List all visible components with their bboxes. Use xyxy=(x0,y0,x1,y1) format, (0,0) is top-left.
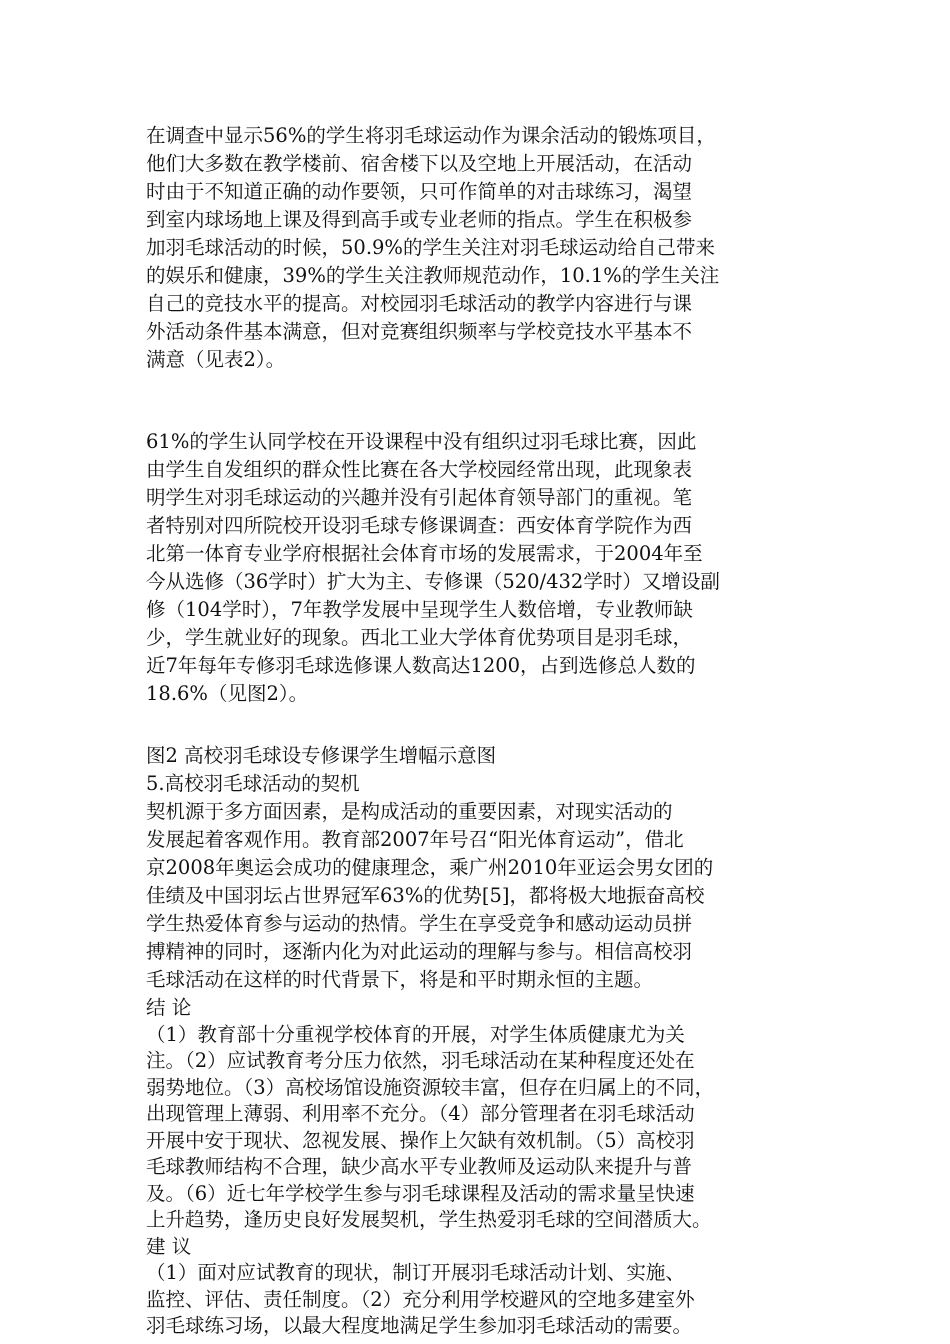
text-line: 今从选修（36学时）扩大为主、专修课（520/432学时）又增设副 xyxy=(146,570,720,593)
text-line: 毛球活动在这样的时代背景下，将是和平时期永恒的主题。 xyxy=(146,968,654,991)
text-line: 契机源于多方面因素，是构成活动的重要因素，对现实活动的 xyxy=(146,800,673,823)
text-line: 外活动条件基本满意，但对竞赛组织频率与学校竞技水平基本不 xyxy=(146,320,693,343)
text-line: 时由于不知道正确的动作要领，只可作简单的对击球练习，渴望 xyxy=(146,180,693,203)
text-line: 发展起着客观作用。教育部2007年号召“阳光体育运动”，借北 xyxy=(146,828,684,851)
text-line: 的娱乐和健康，39%的学生关注教师规范动作，10.1%的学生关注 xyxy=(146,264,720,287)
text-line: 18.6%（见图2）。 xyxy=(146,682,309,705)
text-line: 学生热爱体育参与运动的热情。学生在享受竞争和感动运动员拼 xyxy=(146,912,693,935)
text-line: 上升趋势，逢历史良好发展契机，学生热爱羽毛球的空间潜质大。 xyxy=(146,1208,712,1232)
text-line: 在调查中显示56%的学生将羽毛球运动作为课余活动的锻炼项目， xyxy=(146,124,716,147)
text-line: 者特别对四所院校开设羽毛球专修课调查：西安体育学院作为西 xyxy=(146,514,693,537)
text-line: 注。（2）应试教育考分压力依然，羽毛球活动在某种程度还处在 xyxy=(146,1049,695,1073)
text-line: （1）教育部十分重视学校体育的开展，对学生体质健康尤为关 xyxy=(146,1022,685,1046)
text-line: 他们大多数在教学楼前、宿舍楼下以及空地上开展活动，在活动 xyxy=(146,152,693,175)
text-line: 明学生对羽毛球运动的兴趣并没有引起体育领导部门的重视。笔 xyxy=(146,486,693,509)
text-line: 毛球教师结构不合理，缺少高水平专业教师及运动队来提升与普 xyxy=(146,1155,693,1179)
text-line: 羽毛球练习场，以最大程度地满足学生参加羽毛球活动的需要。 xyxy=(146,1314,693,1337)
text-line: 北第一体育专业学府根据社会体育市场的发展需求，于2004年至 xyxy=(146,542,703,565)
text-line: 搏精神的同时，逐渐内化为对此运动的理解与参与。相信高校羽 xyxy=(146,940,693,963)
text-line: 到室内球场地上课及得到高手或专业老师的指点。学生在积极参 xyxy=(146,208,693,231)
text-line: 由学生自发组织的群众性比赛在各大学校园经常出现，此现象表 xyxy=(146,458,693,481)
section-heading: 5.高校羽毛球活动的契机 xyxy=(146,772,360,795)
text-line: 监控、评估、责任制度。（2）充分利用学校避风的空地多建室外 xyxy=(146,1287,695,1311)
text-line: 61%的学生认同学校在开设课程中没有组织过羽毛球比赛，因此 xyxy=(146,430,697,453)
text-line: 加羽毛球活动的时候，50.9%的学生关注对羽毛球运动给自己带来 xyxy=(146,236,715,259)
suggestion-heading: 建 议 xyxy=(146,1234,192,1258)
text-line: 开展中安于现状、忽视发展、操作上欠缺有效机制。（5）高校羽 xyxy=(146,1128,695,1152)
text-line: 满意（见表2）。 xyxy=(146,348,286,371)
text-line: 及。（6）近七年学校学生参与羽毛球课程及活动的需求量呈快速 xyxy=(146,1181,695,1205)
text-line: 自己的竞技水平的提高。对校园羽毛球活动的教学内容进行与课 xyxy=(146,292,693,315)
text-line: 佳绩及中国羽坛占世界冠军63%的优势[5]，都将极大地振奋高校 xyxy=(146,884,705,907)
figure-caption: 图2 高校羽毛球设专修课学生增幅示意图 xyxy=(146,744,497,767)
text-line: 近7年每年专修羽毛球选修课人数高达1200，占到选修总人数的 xyxy=(146,654,696,677)
text-line: 修（104学时），7年教学发展中呈现学生人数倍增，专业教师缺 xyxy=(146,598,693,621)
text-line: （1）面对应试教育的现状，制订开展羽毛球活动计划、实施、 xyxy=(146,1261,685,1285)
text-line: 弱势地位。（3）高校场馆设施资源较丰富，但存在归属上的不同， xyxy=(146,1075,715,1099)
text-line: 京2008年奥运会成功的健康理念，乘广州2010年亚运会男女团的 xyxy=(146,856,714,879)
text-line: 少，学生就业好的现象。西北工业大学体育优势项目是羽毛球， xyxy=(146,626,693,649)
text-line: 出现管理上薄弱、利用率不充分。（4）部分管理者在羽毛球活动 xyxy=(146,1102,695,1126)
conclusion-heading: 结 论 xyxy=(146,996,192,1019)
